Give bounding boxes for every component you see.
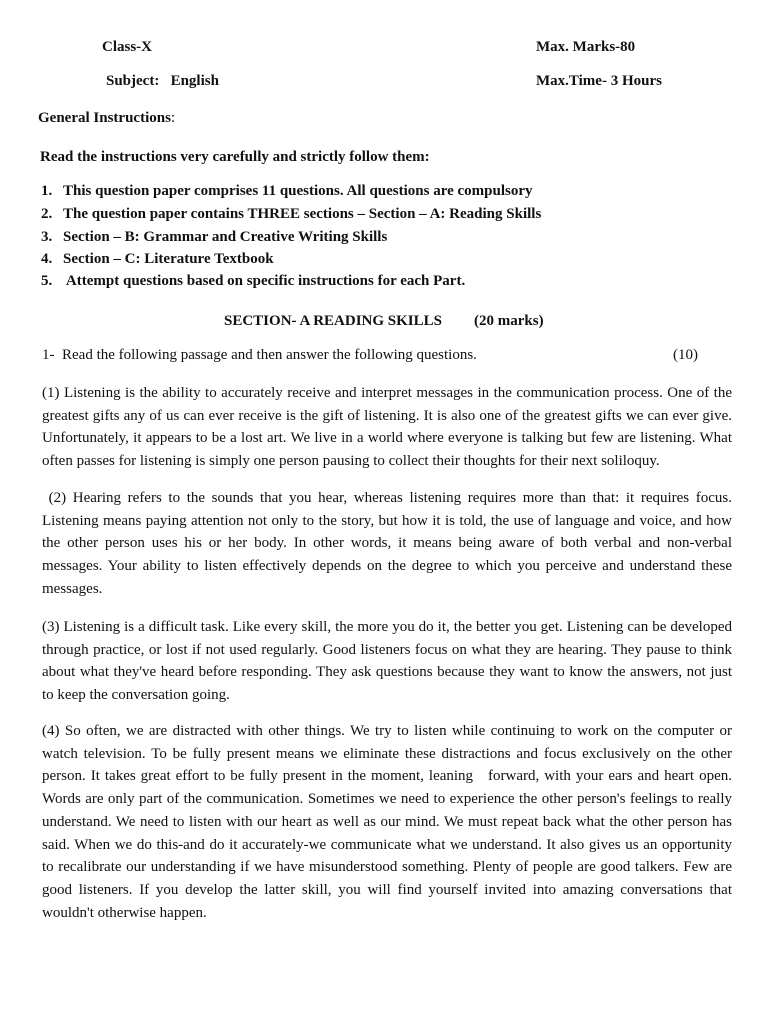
instruction-text: Section – C: Literature Textbook bbox=[63, 251, 274, 267]
instruction-text: Section – B: Grammar and Creative Writing Skills bbox=[63, 229, 388, 245]
instruction-text: The question paper contains THREE sections – Section – A: Reading Skills bbox=[63, 206, 542, 222]
passage-paragraph-4: (4) So often, we are distracted with other things. We try to listen while continuing to work on the computer or watch television. To be fully present means we eliminate these distractions and focus exclusively on the other person. It takes great effort to be fully present in the moment, leaning forward, with your ears and heart open. Words are only part of the communication. Sometimes we need to experience the other person's feelings to really understand. We need to listen with our heart as well as our mind. We must repeat back what the other person has said. When we do this-and do it accurately-we communicate what we understand. It also gives us an opportunity to recalibrate our understanding if we have misunderstood something. Plenty of people are good talkers. Few are good listeners. If you develop the latter skill, you will find yourself invited into amazing conversations that wouldn't otherwise happen. bbox=[42, 723, 736, 921]
instruction-text: Attempt questions based on specific instructions for each Part. bbox=[63, 273, 466, 289]
general-instructions-heading bbox=[38, 110, 175, 127]
general-instructions-label: General Instructions bbox=[38, 110, 171, 126]
instruction-number: 4. bbox=[41, 251, 53, 267]
instruction-item bbox=[41, 273, 465, 290]
subject-label: Subject: English bbox=[106, 73, 219, 89]
instruction-item bbox=[41, 206, 541, 223]
section-a-title: SECTION- A READING SKILLS bbox=[224, 313, 442, 329]
class-label: Class-X bbox=[102, 39, 153, 55]
read-instructions-line: Read the instructions very carefully and strictly follow them: bbox=[40, 149, 430, 165]
instruction-item bbox=[41, 251, 274, 268]
question-1-marks: (10) bbox=[673, 347, 698, 363]
max-marks-label: Max. Marks-80 bbox=[536, 39, 636, 55]
instruction-item bbox=[41, 229, 387, 246]
passage-paragraph-2: (2) Hearing refers to the sounds that you hear, whereas listening requires more than that: it requires focus. Listening means paying attention not only to the story, but how it is told, the use of language and voice, and how the other person uses his or her body. In other words, it means being aware of both verbal and non-verbal messages. Your ability to listen effectively depends on the degree to which you perceive and understand these messages. bbox=[42, 490, 736, 597]
instruction-number: 1. bbox=[41, 183, 53, 199]
instruction-item bbox=[41, 183, 533, 200]
instruction-text: This question paper comprises 11 questions. All questions are compulsory bbox=[63, 183, 533, 199]
passage-paragraph-3: (3) Listening is a difficult task. Like every skill, the more you do it, the better you get. Listening can be developed through practice, or lost if not used regularly. Good listeners focus on what they are hearing. They pause to think about what they've heard before responding. They ask questions because they want to know the answers, not just to keep the conversation going. bbox=[42, 619, 732, 704]
max-time-label: Max.Time- 3 Hours bbox=[536, 73, 662, 89]
instruction-number: 2. bbox=[41, 206, 53, 222]
general-instructions-colon: : bbox=[170, 110, 176, 126]
instruction-number: 3. bbox=[41, 229, 53, 245]
passage-paragraph-1: (1) Listening is the ability to accurately receive and interpret messages in the communication process. One of the greatest gifts any of us can ever receive is the gift of listening. It is also one of the greatest gifts we can ever give. Unfortunately, it appears to be a lost art. We live in a world where everyone is talking but few are listening. What often passes for listening is simply one person pausing to collect their thoughts for their next soliloquy. bbox=[42, 385, 732, 470]
question-1-text: 1- Read the following passage and then answer the following questions. bbox=[42, 347, 477, 363]
instruction-number: 5. bbox=[41, 273, 53, 289]
section-a-marks: (20 marks) bbox=[474, 313, 544, 329]
